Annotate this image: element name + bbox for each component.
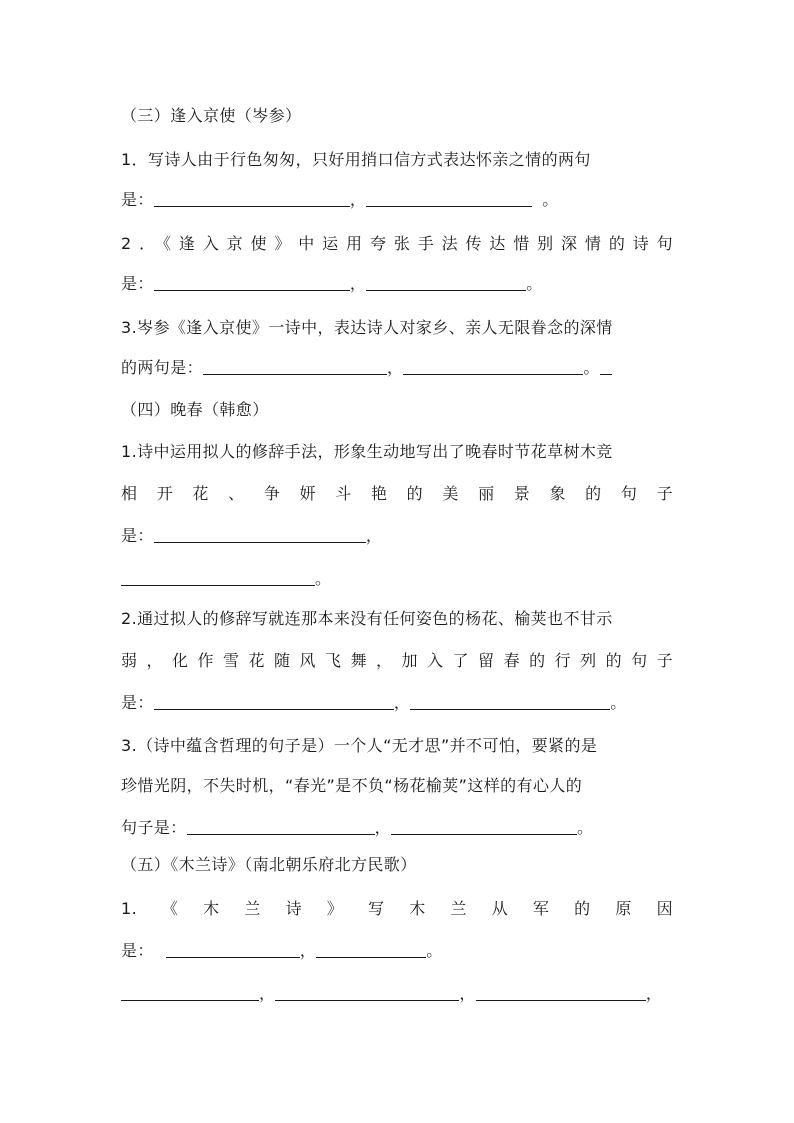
separator: ， <box>299 941 317 960</box>
answer-blank[interactable] <box>154 524 366 543</box>
question-s3-q3-line2 <box>121 353 673 383</box>
answer-blank[interactable] <box>121 567 315 586</box>
question-s3-q2-line1 <box>121 229 673 259</box>
section-title-5 <box>121 850 673 880</box>
question-s4-q2-line2 <box>121 646 673 676</box>
question-s5-q1-line2 <box>121 936 673 966</box>
period: 。 <box>526 274 543 293</box>
question-text: 相开花、争妍斗艳的美丽景象的句子 <box>121 484 673 503</box>
period: 。 <box>315 569 332 588</box>
question-text: 3.（诗中蕴含哲理的句子是）一个人“无才思”并不可怕，要紧的是 <box>121 736 598 755</box>
answer-prefix: 是： <box>121 526 154 545</box>
answer-blank[interactable] <box>391 816 577 835</box>
answer-prefix: 是： <box>121 941 154 960</box>
section-title-text: （三）逢入京使（岑参） <box>121 106 302 125</box>
answer-blank[interactable] <box>154 691 394 710</box>
answer-blank[interactable] <box>275 982 459 1001</box>
separator: ， <box>349 190 367 209</box>
question-s3-q3-line1 <box>121 313 673 343</box>
separator: ， <box>393 693 411 712</box>
section-title-text: （五）《木兰诗》（南北朝乐府北方民歌） <box>121 855 417 874</box>
question-s4-q3-line1 <box>121 731 673 761</box>
period: 。 <box>577 818 594 837</box>
answer-blank[interactable] <box>476 982 646 1001</box>
question-s4-q1-line2 <box>121 479 673 509</box>
section-title-text: （四）晚春（韩愈） <box>121 400 269 419</box>
question-text: 珍惜光阴，不失时机，“春光”是不负“杨花榆荚”这样的有心人的 <box>121 776 583 795</box>
answer-blank[interactable] <box>366 188 532 207</box>
answer-blank[interactable] <box>366 272 526 291</box>
separator: ， <box>349 274 367 293</box>
answer-prefix: 的两句是： <box>121 358 204 377</box>
question-s3-q1-line2 <box>121 185 673 215</box>
period: 。 <box>583 358 600 377</box>
question-text: 2.通过拟人的修辞写就连那本来没有任何姿色的杨花、榆荚也不甘示 <box>121 609 613 628</box>
section-title-4 <box>121 395 673 425</box>
answer-prefix: 是： <box>121 693 154 712</box>
answer-blank[interactable] <box>166 939 300 958</box>
question-s4-q2-line1 <box>121 604 673 634</box>
question-s3-q1-line1 <box>121 145 673 175</box>
answer-prefix: 是： <box>121 274 154 293</box>
question-s3-q2-line2 <box>121 269 673 299</box>
question-s4-q3-line3 <box>121 813 673 843</box>
answer-blank[interactable] <box>403 356 583 375</box>
period: 。 <box>426 941 443 960</box>
separator: ， <box>459 984 476 1003</box>
question-s4-q3-line2 <box>121 771 673 801</box>
answer-blank[interactable] <box>187 816 375 835</box>
period: 。 <box>610 693 627 712</box>
answer-blank[interactable] <box>410 691 610 710</box>
separator: ， <box>387 358 404 377</box>
answer-prefix: 是： <box>121 190 154 209</box>
answer-blank[interactable] <box>316 939 426 958</box>
question-s5-q1-line1 <box>121 894 673 924</box>
answer-blank[interactable] <box>600 356 612 375</box>
question-text: 3.岑参《逢入京使》一诗中，表达诗人对家乡、亲人无限眷念的深情 <box>121 318 613 337</box>
answer-prefix: 句子是： <box>121 818 187 837</box>
question-s4-q1-line4 <box>121 564 673 594</box>
question-s4-q1-line3 <box>121 521 673 551</box>
answer-blank[interactable] <box>121 982 259 1001</box>
question-text: 1．写诗人由于行色匆匆，只好用捎口信方式表达怀亲之情的两句 <box>121 150 591 169</box>
question-text: 1.诗中运用拟人的修辞手法，形象生动地写出了晚春时节花草树木竞 <box>121 442 613 461</box>
answer-blank[interactable] <box>154 188 350 207</box>
answer-blank[interactable] <box>154 272 350 291</box>
period: 。 <box>542 190 559 209</box>
question-text: 1.《木兰诗》写木兰从军的原因 <box>121 899 673 918</box>
separator: ， <box>365 526 383 545</box>
question-text: 2．《逢入京使》中运用夸张手法传达惜别深情的诗句 <box>121 234 673 253</box>
answer-blank[interactable] <box>203 356 387 375</box>
question-s5-q1-line3 <box>121 979 673 1009</box>
separator: ， <box>374 818 392 837</box>
question-s4-q2-line3 <box>121 688 673 718</box>
section-title-3 <box>121 101 673 131</box>
separator: ， <box>645 984 663 1003</box>
question-s4-q1-line1 <box>121 437 673 467</box>
question-text: 弱，化作雪花随风飞舞，加入了留春的行列的句子 <box>121 651 673 670</box>
separator: ， <box>259 984 276 1003</box>
